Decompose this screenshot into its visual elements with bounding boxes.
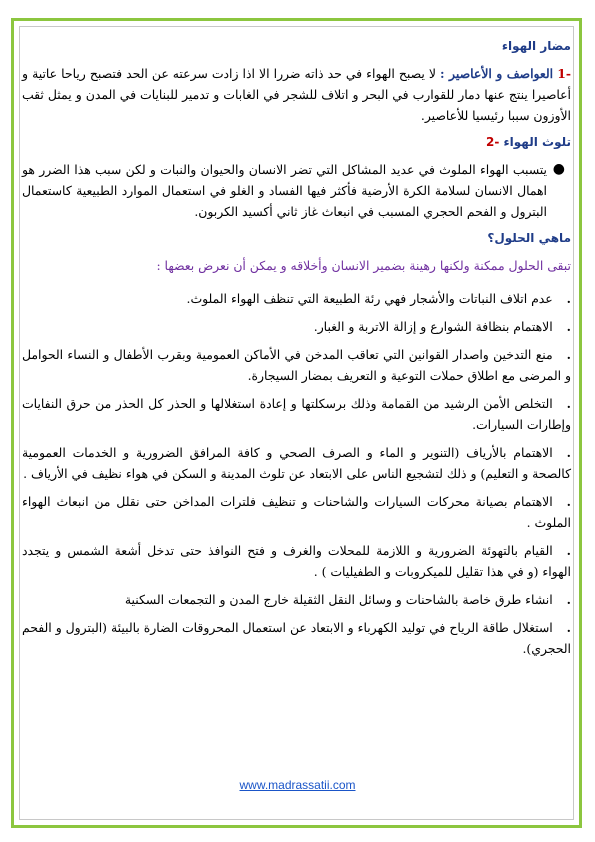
- bullet-icon: .: [566, 494, 571, 509]
- bullet-icon: .: [566, 319, 571, 334]
- list-item: .الاهتمام بصيانة محركات السيارات والشاحنات و تنظيف فلترات المداخن حتى نقلل من انبعاث الهواء الملوث .: [22, 494, 571, 530]
- list-item: .الاهتمام بنظافة الشوارع و إزالة الاتربة و الغبار.: [313, 319, 571, 334]
- footer: [0, 778, 595, 792]
- bullet-icon: ●: [552, 161, 565, 177]
- bullet-icon: .: [566, 396, 571, 411]
- solutions-intro: تبقى الحلول ممكنة ولكنها رهينة بضمير الانسان وأخلاقه و يمكن أن نعرض بعضها :: [156, 258, 571, 273]
- bullet-icon: .: [566, 445, 571, 460]
- section-heading: تلوث الهواء: [503, 135, 571, 149]
- section-number: -1: [557, 66, 571, 81]
- solutions-heading: ماهي الحلول؟: [487, 231, 571, 245]
- document-body: [22, 36, 571, 666]
- pollution-bullet: [22, 159, 571, 222]
- bullet-icon: .: [566, 543, 571, 558]
- bullet-icon: .: [566, 347, 571, 362]
- website-link[interactable]: www.madrassatii.com: [239, 778, 356, 792]
- section-pollution-heading: [22, 132, 571, 153]
- section-number: -2: [485, 135, 500, 149]
- section-heading: العواصف و الأعاصير :: [440, 66, 554, 81]
- list-item: .منع التدخين واصدار القوانين التي تعاقب المدخن في الأماكن العمومية وبقرب الأطفال و النساء الحوامل و المرضى مع اطلاق حملات التوعية و التعريف بمضار السيجارة.: [22, 347, 571, 383]
- bullet-icon: .: [566, 592, 571, 607]
- list-item: .الاهتمام بالأرياف (التنوير و الماء و الصرف الصحي و كافة المرافق الضرورية و الخدمات العمومية كالصحة و التعليم) و ذلك لتشجيع الناس على الابتعاد عن تلوث المدينة و السكن في هواء نظيف في الأرياف .: [22, 445, 571, 481]
- section-storms: [22, 63, 571, 126]
- list-item: .انشاء طرق خاصة بالشاحنات و وسائل النقل الثقيلة خارج المدن و التجمعات السكنية: [124, 592, 571, 607]
- list-item: .القيام بالتهوئة الضرورية و اللازمة للمحلات والغرف و فتح النوافذ حتى تدخل أشعة الشمس و يتجدد الهواء (و في هذا تقليل للميكروبات و الطفيليات ) .: [22, 543, 571, 579]
- section-text: لا يصبح الهواء في حد ذاته ضررا الا اذا زادت سرعته عن الحد فتصبح رياحا عاتية و أعاصيرا ينتج عنها دمار للقوارب في البحر و اتلاف للشجر في الغابات و تدمير للبنايات في المدن و يمثل ثقب الأوزون سببا رئيسيا للأعاصير.: [22, 66, 571, 123]
- bullet-icon: .: [566, 620, 571, 635]
- list-item: .عدم اتلاف النباتات والأشجار فهي رئة الطبيعة التي تنظف الهواء الملوث.: [186, 291, 571, 306]
- solutions-list: [22, 288, 571, 659]
- list-item: .استغلال طاقة الرياح في توليد الكهرباء و الابتعاد عن استعمال المحروقات الضارة بالبيئة (البترول و الفحم الحجري).: [22, 620, 571, 656]
- page-title: مضار الهواء: [501, 39, 571, 53]
- pollution-text: يتسبب الهواء الملوث في عديد المشاكل التي تضر الانسان والحيوان والنبات و لكن سبب هذا الضرر هو اهمال الانسان لسلامة الكرة الأرضية فأكثر فيها الفساد و الغلو في استعمال الموارد الطبيعية كاستعمال البترول و الفحم الحجري المسبب في انبعاث غاز ثاني أكسيد الكربون.: [22, 162, 547, 219]
- list-item: .التخلص الأمن الرشيد من القمامة وذلك برسكلتها و إعادة استغلالها و الحذر كل الحذر من حرق النفايات وإطارات السيارات.: [22, 396, 571, 432]
- bullet-icon: .: [566, 291, 571, 306]
